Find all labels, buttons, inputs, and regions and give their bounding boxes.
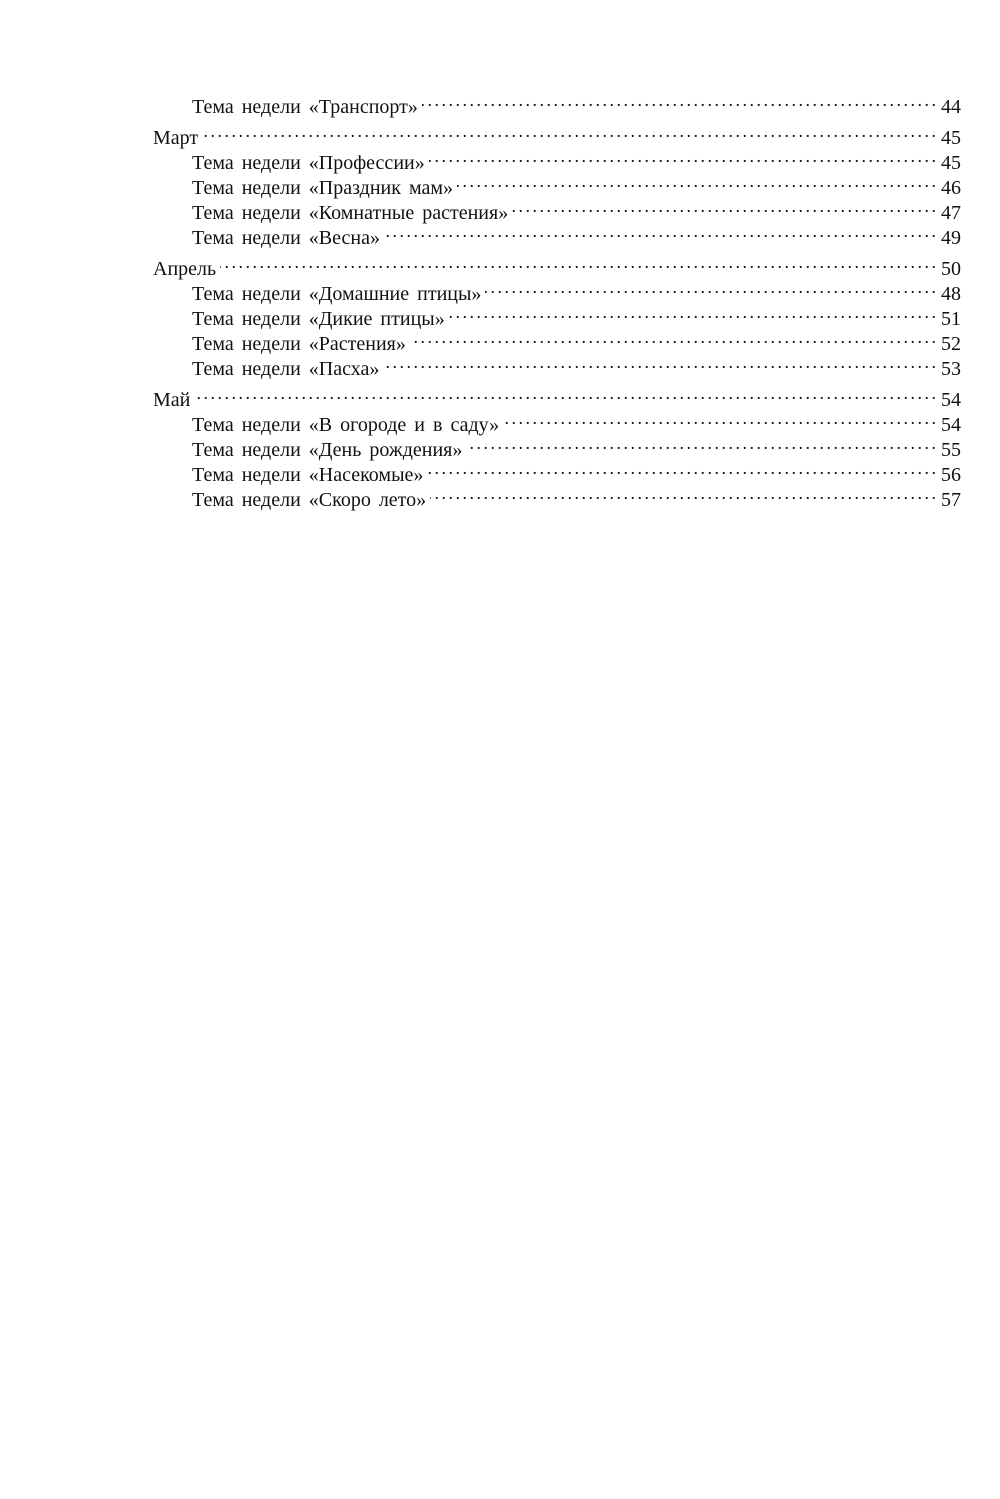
toc-section-title: Апрель bbox=[153, 258, 217, 280]
toc-page-number: 52 bbox=[941, 333, 961, 355]
toc-entry-may[interactable] bbox=[153, 381, 961, 411]
toc-dot-leader bbox=[410, 325, 935, 350]
toc-dot-leader bbox=[466, 431, 935, 456]
toc-page-number: 57 bbox=[941, 489, 961, 511]
toc-page-number: 55 bbox=[941, 439, 961, 461]
toc-entry-title: Тема недели «Комнатные растения» bbox=[192, 202, 509, 224]
toc-dot-leader bbox=[429, 144, 935, 169]
toc-entry-title: Тема недели «Пасха» bbox=[192, 358, 380, 380]
toc-dot-leader bbox=[457, 169, 935, 194]
toc-entry-garden[interactable] bbox=[153, 406, 961, 436]
toc-page-number: 46 bbox=[941, 177, 961, 199]
toc-page-number: 54 bbox=[941, 414, 961, 436]
toc-page-number: 51 bbox=[941, 308, 961, 330]
toc-page-number: 47 bbox=[941, 202, 961, 224]
toc-entry-poultry[interactable] bbox=[153, 275, 961, 305]
toc-dot-leader bbox=[449, 300, 935, 325]
toc-entry-title: Тема недели «Транспорт» bbox=[192, 96, 418, 118]
toc-dot-leader bbox=[430, 481, 935, 506]
toc-dot-leader bbox=[202, 119, 935, 144]
toc-entry-title: Тема недели «Домашние птицы» bbox=[192, 283, 482, 305]
toc-page-number: 56 bbox=[941, 464, 961, 486]
toc-entry-april[interactable] bbox=[153, 250, 961, 280]
toc-dot-leader bbox=[427, 456, 935, 481]
toc-page-number: 54 bbox=[941, 389, 961, 411]
toc-entry-title: Тема недели «День рождения» bbox=[192, 439, 463, 461]
toc-page-number: 48 bbox=[941, 283, 961, 305]
toc-entry-title: Тема недели «В огороде и в саду» bbox=[192, 414, 500, 436]
toc-dot-leader bbox=[422, 88, 935, 113]
toc-dot-leader bbox=[512, 194, 935, 219]
table-of-contents bbox=[153, 88, 961, 511]
toc-section-title: Май bbox=[153, 389, 191, 411]
toc-dot-leader bbox=[485, 275, 935, 300]
toc-page-number: 45 bbox=[941, 152, 961, 174]
toc-dot-leader bbox=[503, 406, 935, 431]
toc-dot-leader bbox=[383, 350, 935, 375]
toc-entry-title: Тема недели «Скоро лето» bbox=[192, 489, 427, 511]
toc-page-number: 45 bbox=[941, 127, 961, 149]
toc-page-number: 53 bbox=[941, 358, 961, 380]
toc-dot-leader bbox=[384, 219, 935, 244]
toc-entry-title: Тема недели «Весна» bbox=[192, 227, 380, 249]
toc-entry-title: Тема недели «Растения» bbox=[192, 333, 406, 355]
toc-entry-march[interactable] bbox=[153, 119, 961, 149]
toc-page-number: 44 bbox=[941, 96, 961, 118]
toc-page-number: 49 bbox=[941, 227, 961, 249]
toc-page-number: 50 bbox=[941, 258, 961, 280]
toc-entry-title: Тема недели «Профессии» bbox=[192, 152, 425, 174]
toc-entry-title: Тема недели «Насекомые» bbox=[192, 464, 424, 486]
toc-entry-title: Тема недели «Праздник мам» bbox=[192, 177, 453, 199]
toc-dot-leader bbox=[194, 381, 935, 406]
toc-entry-transport[interactable] bbox=[153, 88, 961, 118]
toc-section-title: Март bbox=[153, 127, 199, 149]
toc-dot-leader bbox=[220, 250, 935, 275]
toc-entry-professions[interactable] bbox=[153, 144, 961, 174]
toc-entry-title: Тема недели «Дикие птицы» bbox=[192, 308, 445, 330]
